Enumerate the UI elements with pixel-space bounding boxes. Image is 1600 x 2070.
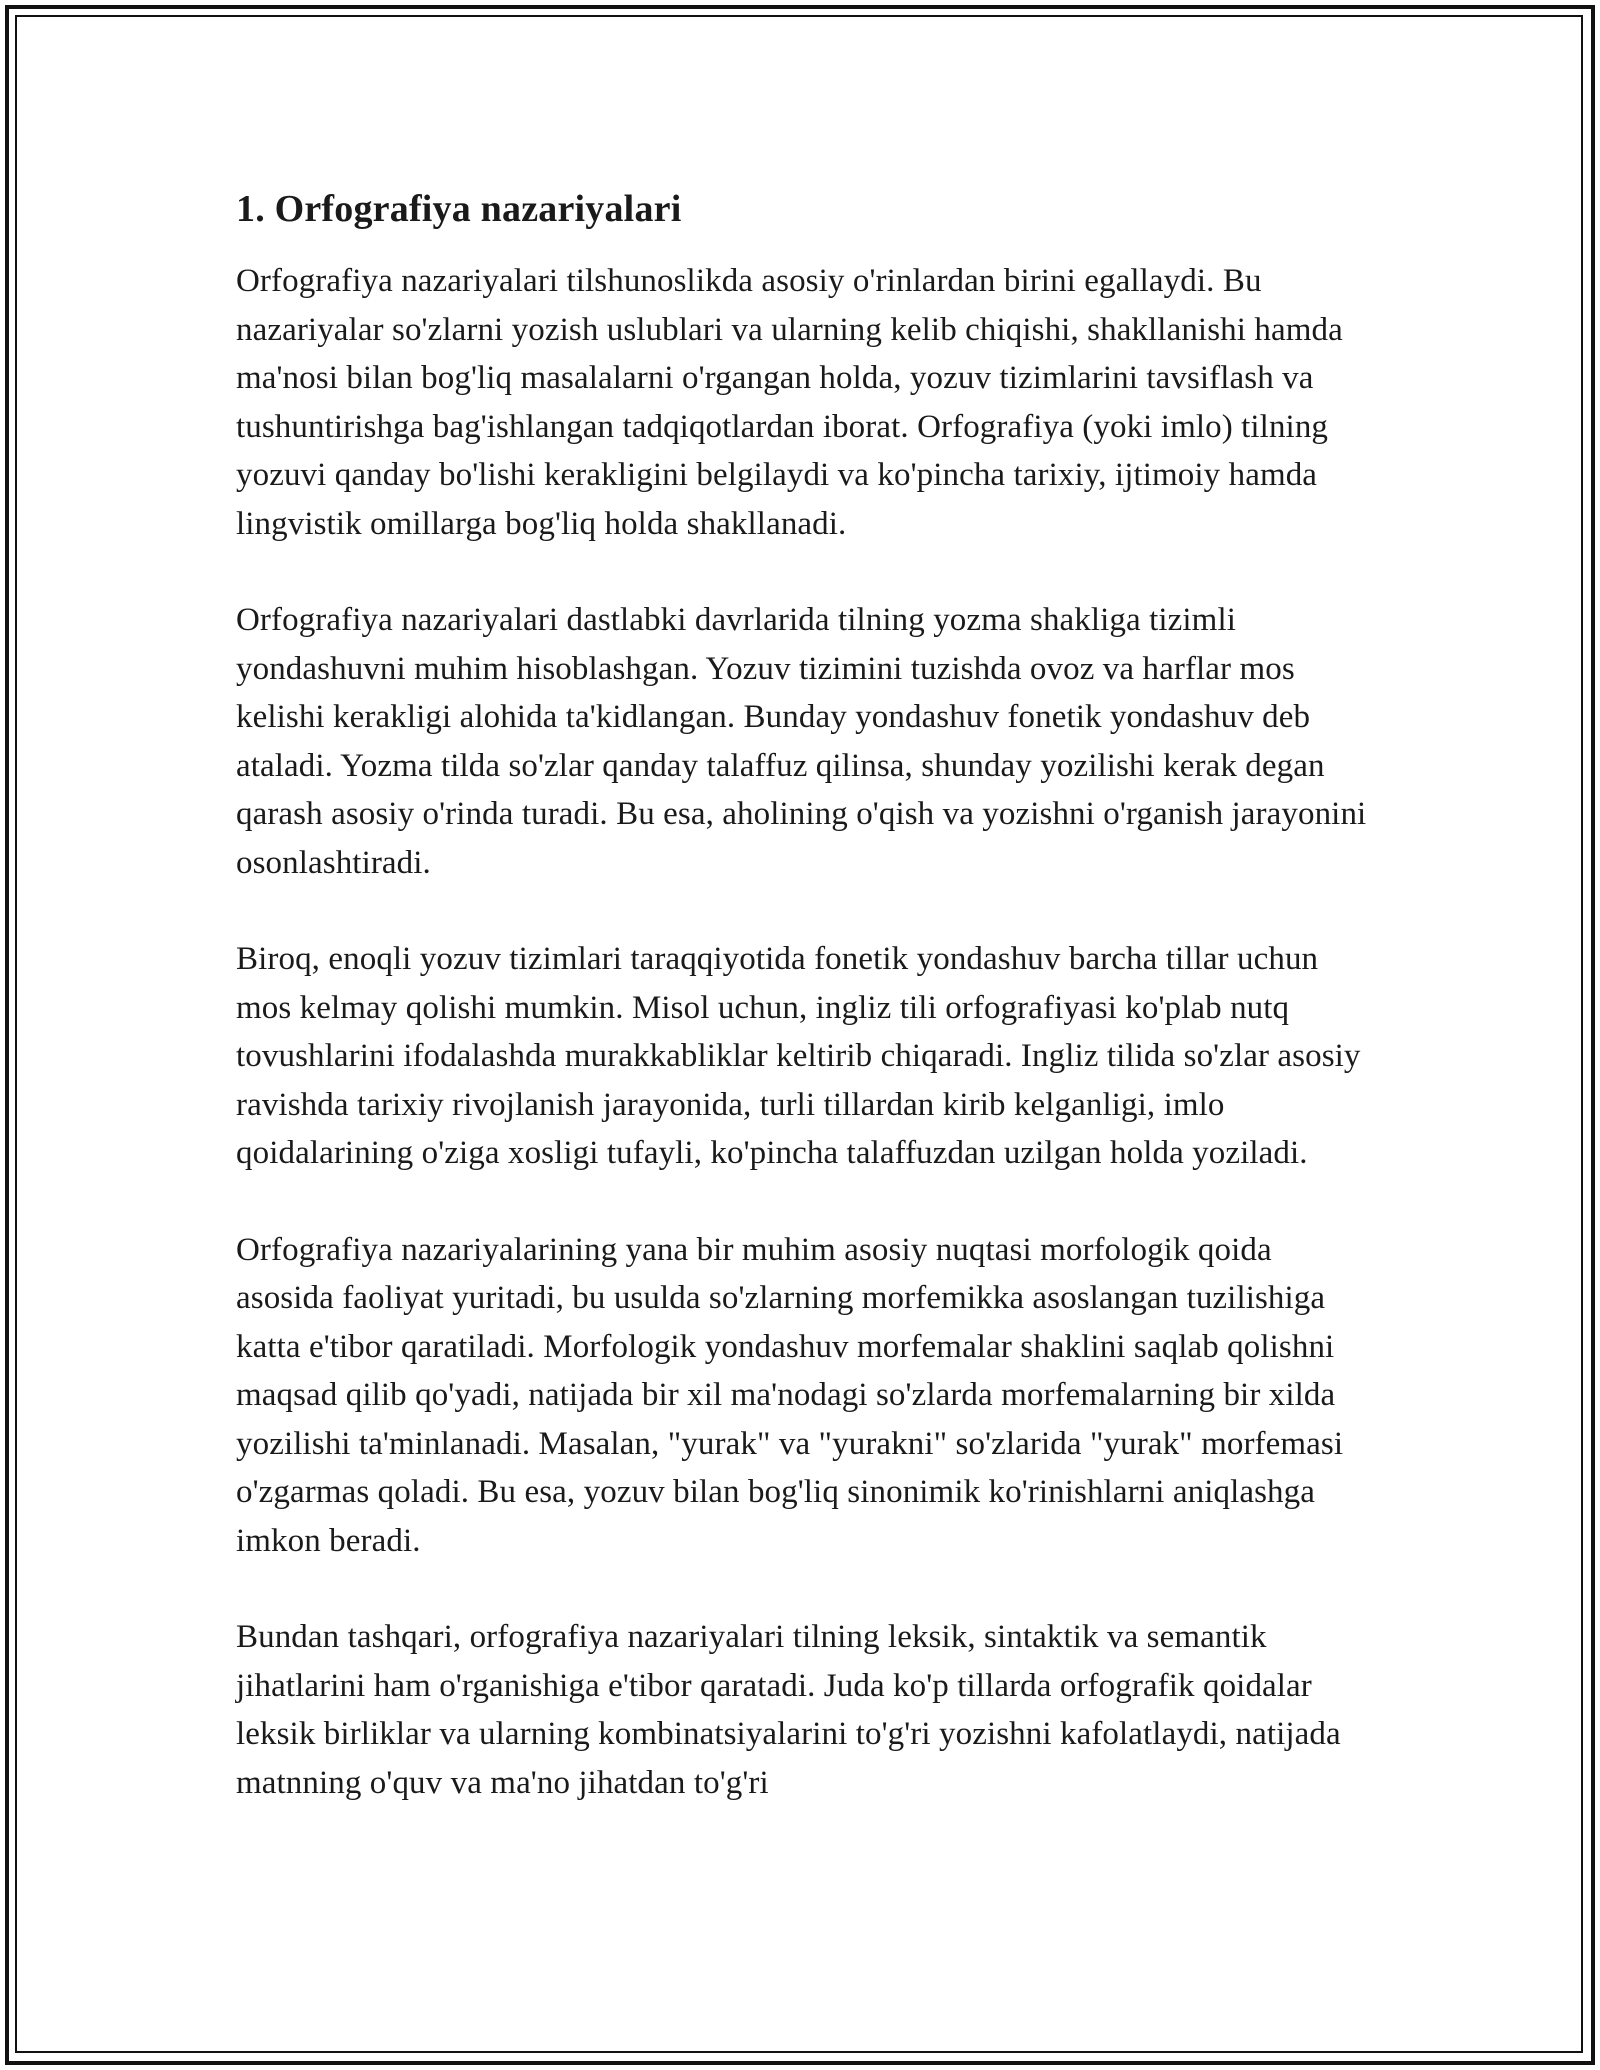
section-heading: 1. Orfografiya nazariyalari: [236, 188, 682, 230]
paragraph-4: Orfografiya nazariyalarining yana bir muhim asosiy nuqtasi morfologik qoida asosida faoliyat yuritadi, bu usulda so'zlarning morfemikka asoslangan tuzilishiga katta e'tibor qaratiladi. Morfologik yondashuv morfemalar shaklini saqlab qolishni maqsad qilib qo'yadi, natijada bir xil ma'nodagi so'zlarda morfemalarning bir xilda yozilishi ta'minlanadi. Masalan, "yurak" va "yurakni" so'zlarida "yurak" morfemasi o'zgarmas qoladi. Bu esa, yozuv bilan bog'liq sinonimik ko'rinishlarni aniqlashga imkon beradi.: [236, 1231, 1344, 1559]
document-body: [236, 185, 1376, 1855]
paragraph-2: Orfografiya nazariyalari dastlabki davrlarida tilning yozma shakliga tizimli yondashuvni muhim hisoblashgan. Yozuv tizimini tuzishda ovoz va harflar mos kelishi kerakligi alohida ta'kidlangan. Bunday yondashuv fonetik yondashuv deb ataladi. Yozma tilda so'zlar qanday talaffuz qilinsa, shunday yozilishi kerak degan qarash asosiy o'rinda turadi. Bu esa, aholining o'qish va yozishni o'rganish jarayonini osonlashtiradi.: [236, 602, 1367, 881]
paragraph-5: Bundan tashqari, orfografiya nazariyalari tilning leksik, sintaktik va semantik jihatlarini ham o'rganishiga e'tibor qaratadi. Juda ko'p tillarda orfografik qoidalar leksik birliklar va ularning kombinatsiyalarini to'g'ri yozishni kafolatlaydi, natijada matnning o'quv va ma'no jihatdan to'g'ri: [236, 1619, 1341, 1801]
paragraph-3: Biroq, enoqli yozuv tizimlari taraqqiyotida fonetik yondashuv barcha tillar uchun mos kelmay qolishi mumkin. Misol uchun, ingliz tili orfografiyasi ko'plab nutq tovushlarini ifodalashda murakkabliklar keltirib chiqaradi. Ingliz tilida so'zlar asosiy ravishda tarixiy rivojlanish jarayonida, turli tillardan kirib kelganligi, imlo qoidalarining o'ziga xosligi tufayli, ko'pincha talaffuzdan uzilgan holda yoziladi.: [236, 941, 1361, 1171]
paragraph-1: Orfografiya nazariyalari tilshunoslikda asosiy o'rinlardan birini egallaydi. Bu nazariyalar so'zlarni yozish uslublari va ularning kelib chiqishi, shakllanishi hamda ma'nosi bilan bog'liq masalalarni o'rgangan holda, yozuv tizimlarini tavsiflash va tushuntirishga bag'ishlangan tadqiqotlardan iborat. Orfografiya (yoki imlo) tilning yozuvi qanday bo'lishi kerakligini belgilaydi va ko'pincha tarixiy, ijtimoiy hamda lingvistik omillarga bog'liq holda shakllanadi.: [236, 263, 1343, 542]
